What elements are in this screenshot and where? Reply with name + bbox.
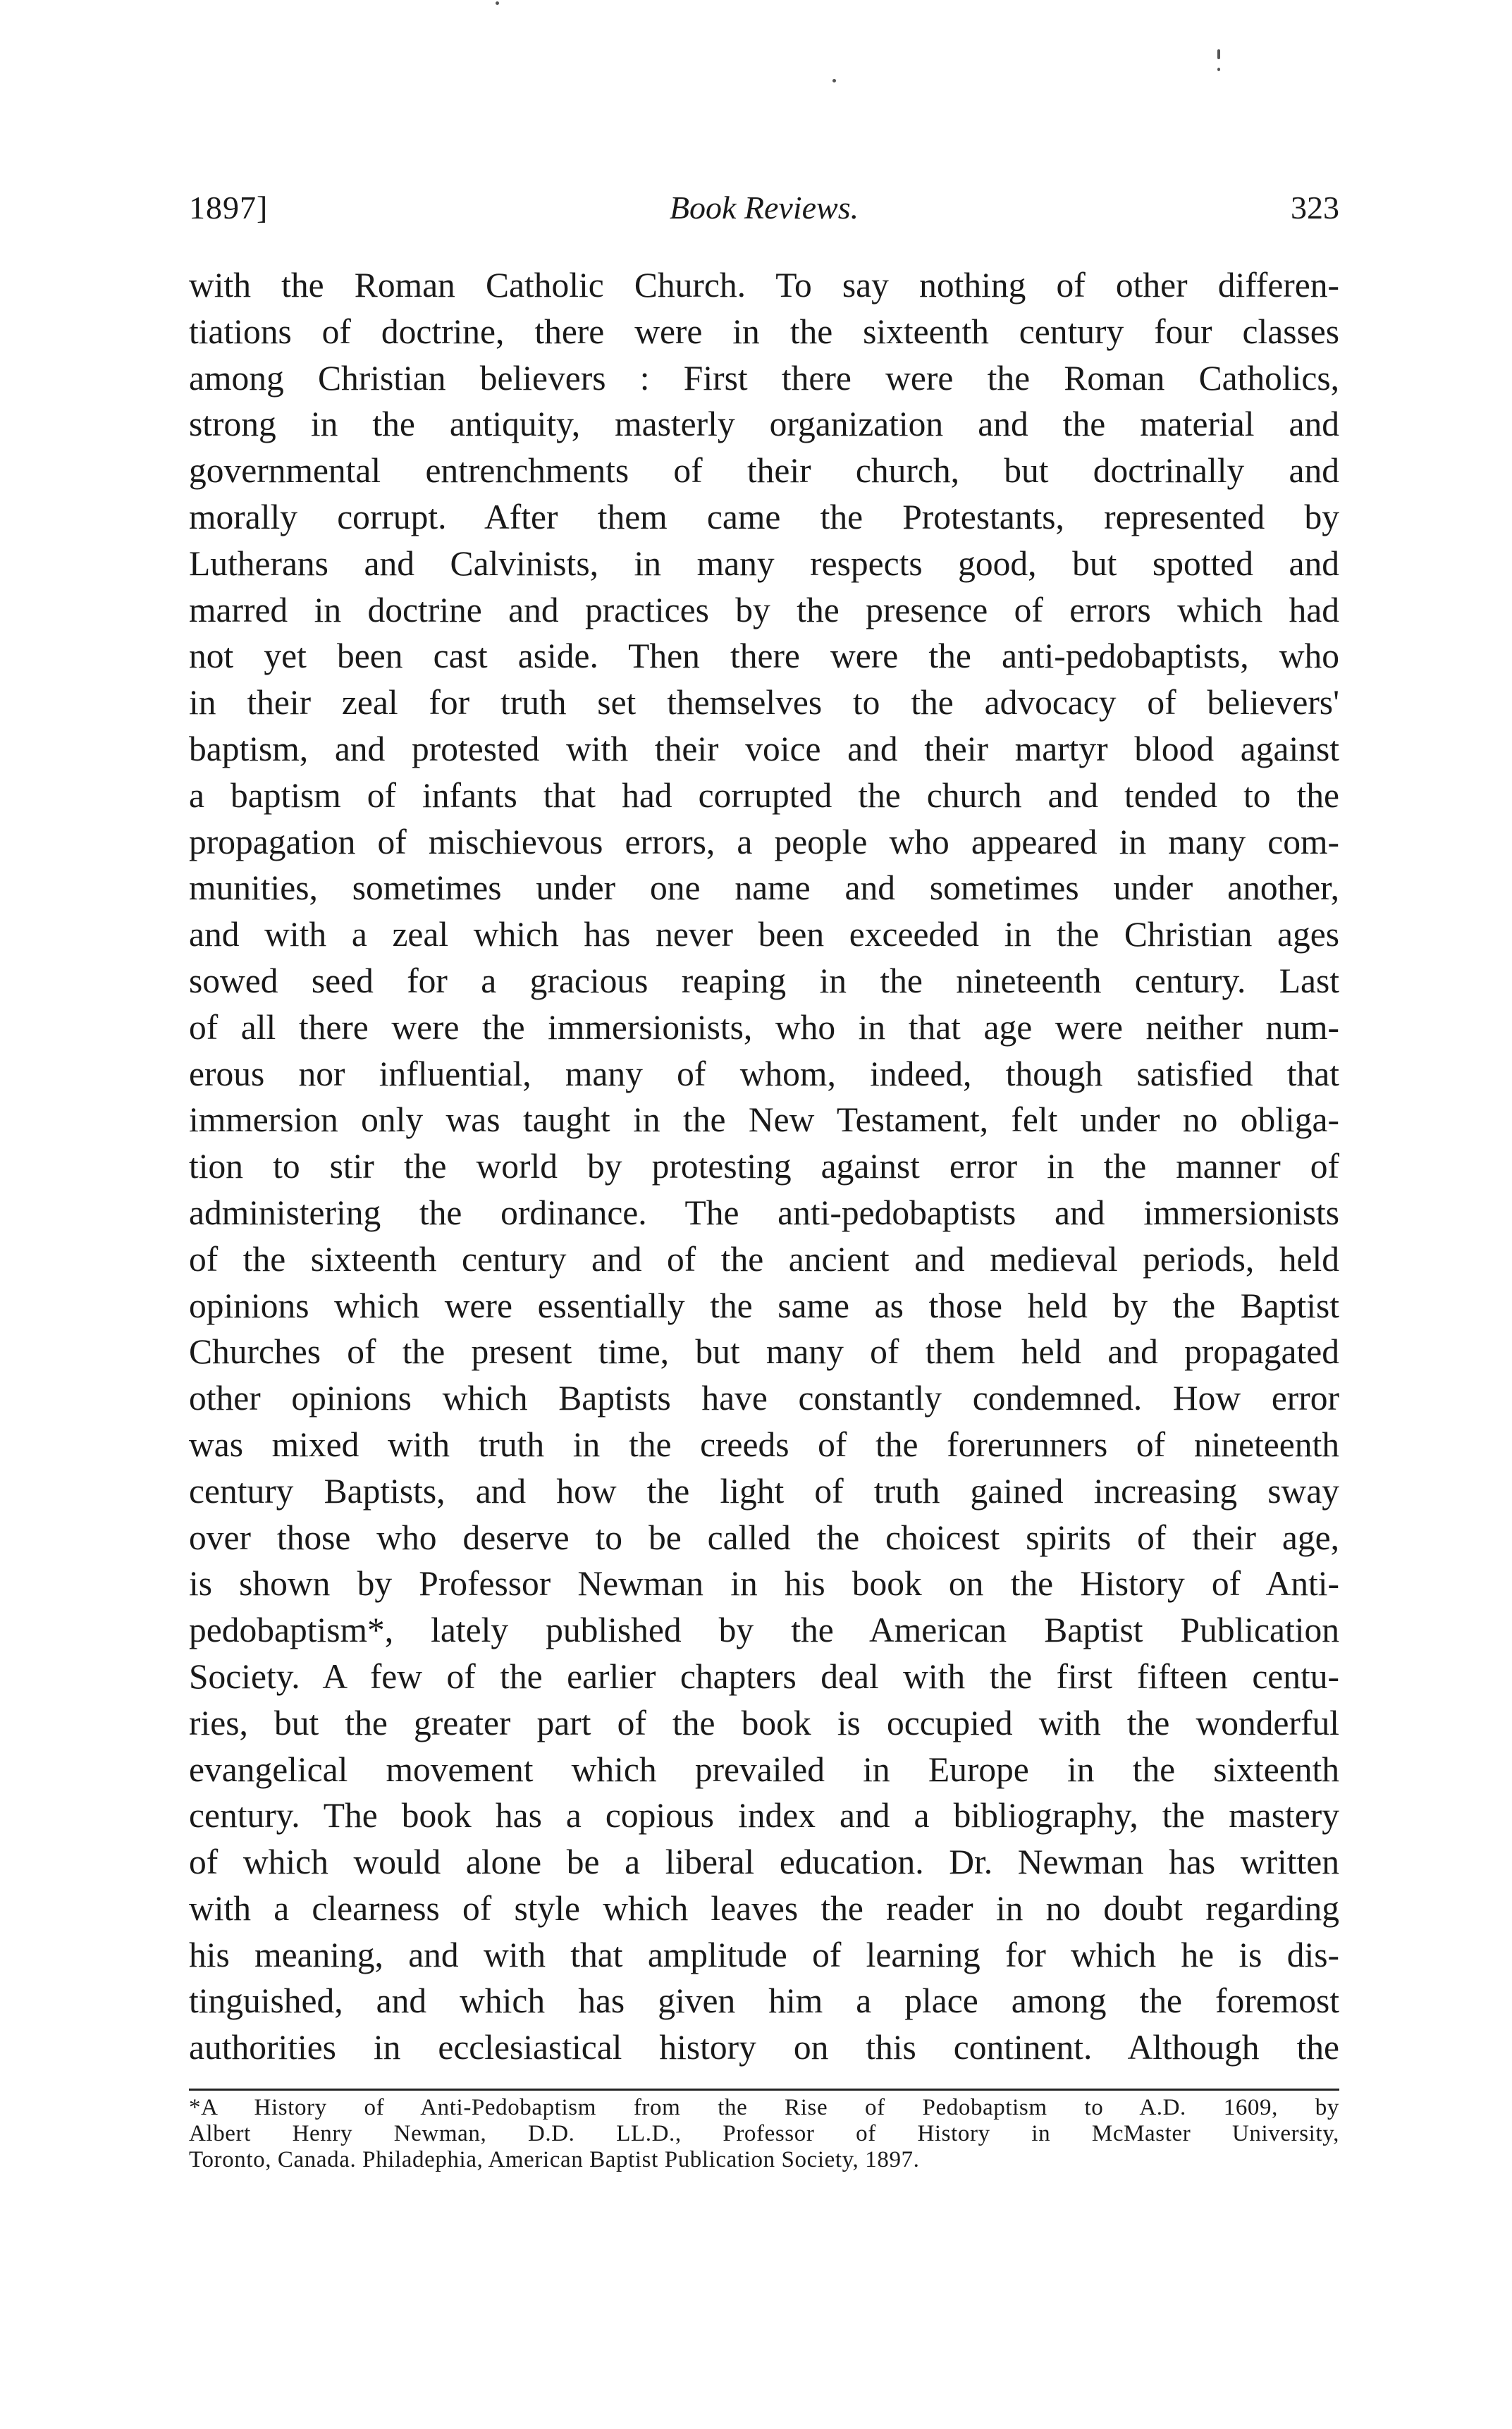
scan-speck xyxy=(1217,68,1220,71)
page-number: 323 xyxy=(1291,190,1339,226)
footnote-divider xyxy=(189,2089,1339,2091)
footnote xyxy=(189,2095,1339,2173)
text-line: other opinions which Baptists have constantly condemned. How error xyxy=(189,1379,1339,1418)
scan-speck xyxy=(1217,49,1220,59)
text-line: opinions which were essentially the same as those held by the Baptist xyxy=(189,1286,1339,1325)
footnote-line: *A History of Anti-Pedobaptism from the Rise of Pedobaptism to A.D. 1609, by xyxy=(189,2095,1339,2120)
text-line: of all there were the immersionists, who in that age were neither num- xyxy=(189,1007,1339,1047)
text-line: with a clearness of style which leaves the reader in no doubt regarding xyxy=(189,1888,1339,1928)
text-line: administering the ordinance. The anti-pedobaptists and immersionists xyxy=(189,1193,1339,1232)
text-line: erous nor influential, many of whom, indeed, though satisfied that xyxy=(189,1054,1339,1093)
text-line: Lutherans and Calvinists, in many respects good, but spotted and xyxy=(189,543,1339,583)
text-line: baptism, and protested with their voice and their martyr blood against xyxy=(189,729,1339,768)
text-line: immersion only was taught in the New Testament, felt under no obliga- xyxy=(189,1100,1339,1140)
text-line: ries, but the greater part of the book is occupied with the wonderful xyxy=(189,1703,1339,1742)
body-text xyxy=(189,262,1339,2071)
text-line: sowed seed for a gracious reaping in the nineteenth century. Last xyxy=(189,961,1339,1000)
scan-speck xyxy=(496,1,499,5)
text-line: Society. A few of the earlier chapters deal with the first fifteen centu- xyxy=(189,1656,1339,1696)
footnote-line: Albert Henry Newman, D.D. LL.D., Professor of History in McMaster University, xyxy=(189,2121,1339,2146)
header-year: 1897] xyxy=(189,190,269,226)
text-line: munities, sometimes under one name and sometimes under another, xyxy=(189,868,1339,908)
text-line: pedobaptism*, lately published by the American Baptist Publication xyxy=(189,1611,1339,1650)
footnote-line: Toronto, Canada. Philadephia, American Baptist Publication Society, 1897. xyxy=(189,2147,920,2172)
running-header xyxy=(189,189,1339,238)
text-line: tiations of doctrine, there were in the sixteenth century four classes xyxy=(189,312,1339,351)
text-line: among Christian believers : First there were the Roman Catholics, xyxy=(189,358,1339,398)
text-line: his meaning, and with that amplitude of learning for which he is dis- xyxy=(189,1935,1339,1974)
text-line: of the sixteenth century and of the ancient and medieval periods, held xyxy=(189,1239,1339,1279)
text-line: is shown by Professor Newman in his book on the History of Anti- xyxy=(189,1564,1339,1604)
text-line: of which would alone be a liberal education. Dr. Newman has written xyxy=(189,1843,1339,1882)
text-line: propagation of mischievous errors, a people who appeared in many com- xyxy=(189,822,1339,861)
text-line: century Baptists, and how the light of truth gained increasing sway xyxy=(189,1471,1339,1511)
text-line: marred in doctrine and practices by the presence of errors which had xyxy=(189,590,1339,629)
text-line: and with a zeal which has never been exceeded in the Christian ages xyxy=(189,915,1339,954)
text-line: a baptism of infants that had corrupted the church and tended to the xyxy=(189,775,1339,815)
text-line: authorities in ecclesiastical history on this continent. Although the xyxy=(189,2028,1339,2067)
text-line: was mixed with truth in the creeds of the forerunners of nineteenth xyxy=(189,1425,1339,1464)
scan-speck xyxy=(832,79,836,82)
text-line: strong in the antiquity, masterly organization and the material and xyxy=(189,405,1339,444)
text-line: over those who deserve to be called the choicest spirits of their age, xyxy=(189,1518,1339,1557)
text-line: tion to stir the world by protesting against error in the manner of xyxy=(189,1147,1339,1186)
text-line: Churches of the present time, but many of them held and propagated xyxy=(189,1332,1339,1372)
text-line: tinguished, and which has given him a place among the foremost xyxy=(189,1981,1339,2021)
text-line: governmental entrenchments of their church, but doctrinally and xyxy=(189,451,1339,491)
text-line: evangelical movement which prevailed in Europe in the sixteenth xyxy=(189,1750,1339,1789)
text-line: in their zeal for truth set themselves to the advocacy of believers' xyxy=(189,683,1339,722)
text-line: with the Roman Catholic Church. To say nothing of other differen- xyxy=(189,266,1339,305)
running-title: Book Reviews. xyxy=(669,190,859,226)
text-line: not yet been cast aside. Then there were the anti-pedobaptists, who xyxy=(189,637,1339,676)
text-line: morally corrupt. After them came the Protestants, represented by xyxy=(189,497,1339,536)
text-line: century. The book has a copious index and a bibliography, the mastery xyxy=(189,1796,1339,1835)
